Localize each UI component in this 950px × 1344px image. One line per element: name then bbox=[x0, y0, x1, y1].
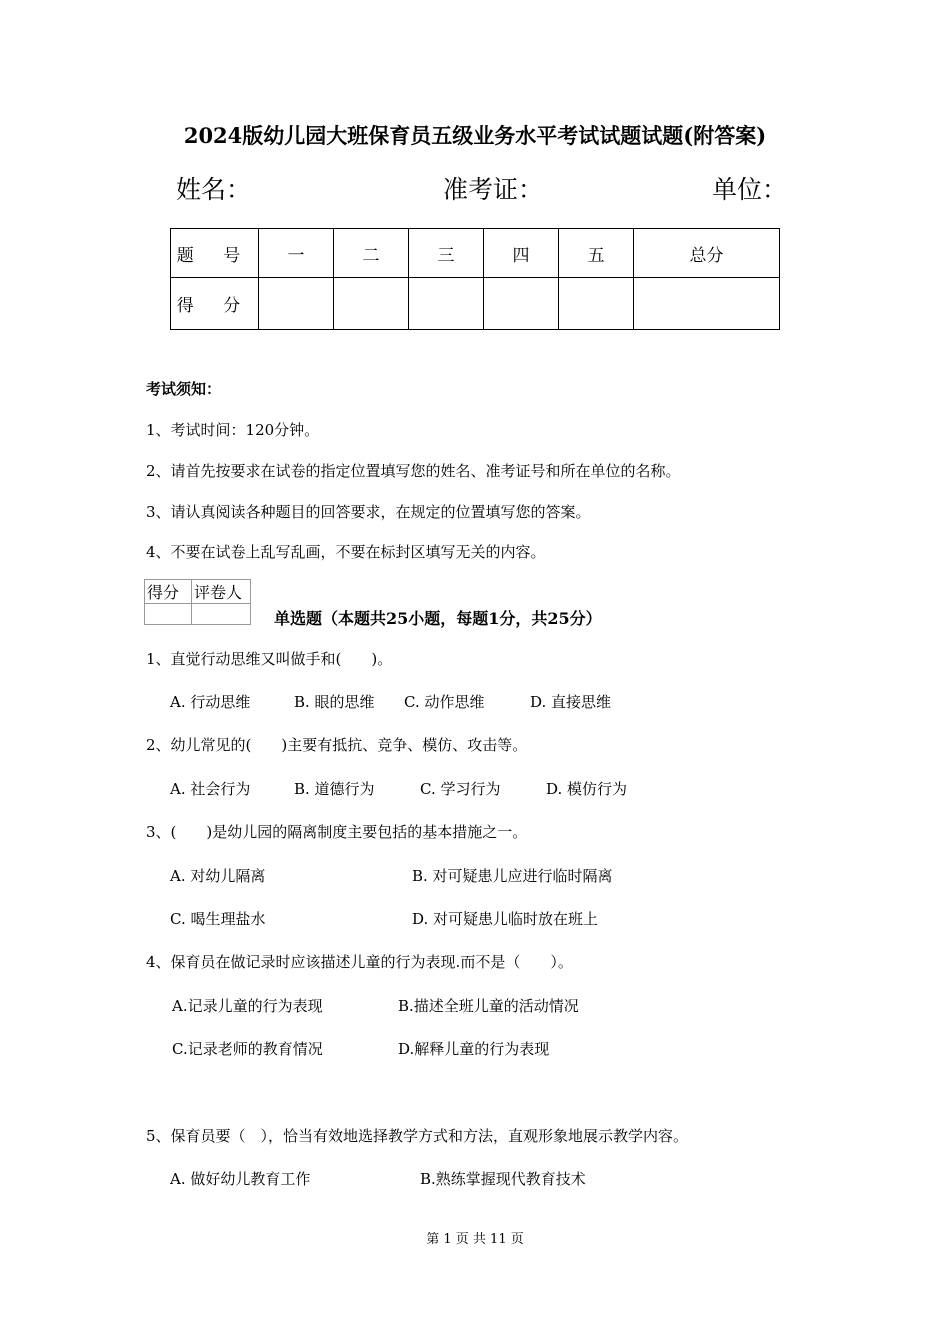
notice-item: 3、请认真阅读各种题目的回答要求，在规定的位置填写您的答案。 bbox=[146, 503, 591, 521]
notice-item: 2、请首先按要求在试卷的指定位置填写您的姓名、准考证号和所在单位的名称。 bbox=[146, 462, 681, 480]
grader-reviewer-label: 评卷人 bbox=[192, 580, 251, 604]
option-a: A. 对幼儿隔离 bbox=[170, 867, 266, 885]
option-a: A. 社会行为 bbox=[170, 780, 251, 798]
score-entry-cell[interactable] bbox=[409, 278, 484, 330]
question-stem: 3、( )是幼儿园的隔离制度主要包括的基本措施之一。 bbox=[146, 823, 528, 841]
score-table-cell: 五 bbox=[559, 229, 634, 278]
score-entry-cell[interactable] bbox=[334, 278, 409, 330]
section-title: 单选题（本题共25小题，每题1分，共25分） bbox=[274, 609, 602, 628]
grader-table bbox=[144, 579, 251, 625]
question-stem: 2、幼儿常见的( )主要有抵抗、竞争、模仿、攻击等。 bbox=[146, 736, 528, 754]
question-stem: 1、直觉行动思维又叫做手和( )。 bbox=[146, 650, 393, 668]
unit-field-label: 单位： bbox=[712, 175, 788, 204]
score-table-cell: 题 号 bbox=[171, 229, 259, 278]
score-entry-cell[interactable] bbox=[559, 278, 634, 330]
option-b: B.熟练掌握现代教育技术 bbox=[420, 1170, 586, 1188]
exam-number-field-label: 准考证： bbox=[443, 175, 544, 204]
page-title: 2024版幼儿园大班保育员五级业务水平考试试题试题(附答案) bbox=[183, 123, 767, 148]
option-c: C. 动作思维 bbox=[404, 693, 485, 711]
option-c: C.记录老师的教育情况 bbox=[172, 1040, 323, 1058]
option-b: B. 眼的思维 bbox=[294, 693, 375, 711]
score-entry-cell[interactable] bbox=[634, 278, 780, 330]
option-b: B. 道德行为 bbox=[294, 780, 375, 798]
grader-score-cell[interactable] bbox=[145, 604, 192, 625]
score-table-cell: 三 bbox=[409, 229, 484, 278]
score-table-cell: 四 bbox=[484, 229, 559, 278]
option-d: D. 模仿行为 bbox=[546, 780, 628, 798]
score-table-cell: 得 分 bbox=[171, 278, 259, 330]
score-table-cell: 二 bbox=[334, 229, 409, 278]
option-a: A. 行动思维 bbox=[170, 693, 251, 711]
score-entry-cell[interactable] bbox=[484, 278, 559, 330]
notice-item: 1、考试时间：120分钟。 bbox=[146, 421, 320, 439]
score-entry-cell[interactable] bbox=[259, 278, 334, 330]
option-d: D. 对可疑患儿临时放在班上 bbox=[412, 910, 599, 928]
option-c: C. 喝生理盐水 bbox=[170, 910, 266, 928]
notice-heading: 考试须知： bbox=[146, 380, 222, 398]
option-c: C. 学习行为 bbox=[420, 780, 501, 798]
option-a: A.记录儿童的行为表现 bbox=[172, 997, 323, 1015]
question-stem: 5、保育员要（ ），恰当有效地选择教学方式和方法，直观形象地展示教学内容。 bbox=[146, 1127, 689, 1145]
option-a: A. 做好幼儿教育工作 bbox=[170, 1170, 311, 1188]
option-b: B.描述全班儿童的活动情况 bbox=[398, 997, 579, 1015]
score-table-score-row bbox=[171, 278, 780, 330]
grader-score-label: 得分 bbox=[145, 580, 192, 604]
score-table bbox=[170, 228, 780, 330]
score-table-cell: 总分 bbox=[634, 229, 780, 278]
page-footer: 第 1 页 共 11 页 bbox=[426, 1232, 524, 1247]
option-b: B. 对可疑患儿应进行临时隔离 bbox=[412, 867, 613, 885]
name-field-label: 姓名： bbox=[176, 175, 252, 204]
score-table-cell: 一 bbox=[259, 229, 334, 278]
question-stem: 4、保育员在做记录时应该描述儿童的行为表现.而不是（ ）。 bbox=[146, 953, 573, 971]
score-table-header-row bbox=[171, 229, 780, 278]
grader-reviewer-cell[interactable] bbox=[192, 604, 251, 625]
option-d: D.解释儿童的行为表现 bbox=[398, 1040, 550, 1058]
notice-item: 4、不要在试卷上乱写乱画，不要在标封区填写无关的内容。 bbox=[146, 543, 546, 561]
option-d: D. 直接思维 bbox=[530, 693, 612, 711]
